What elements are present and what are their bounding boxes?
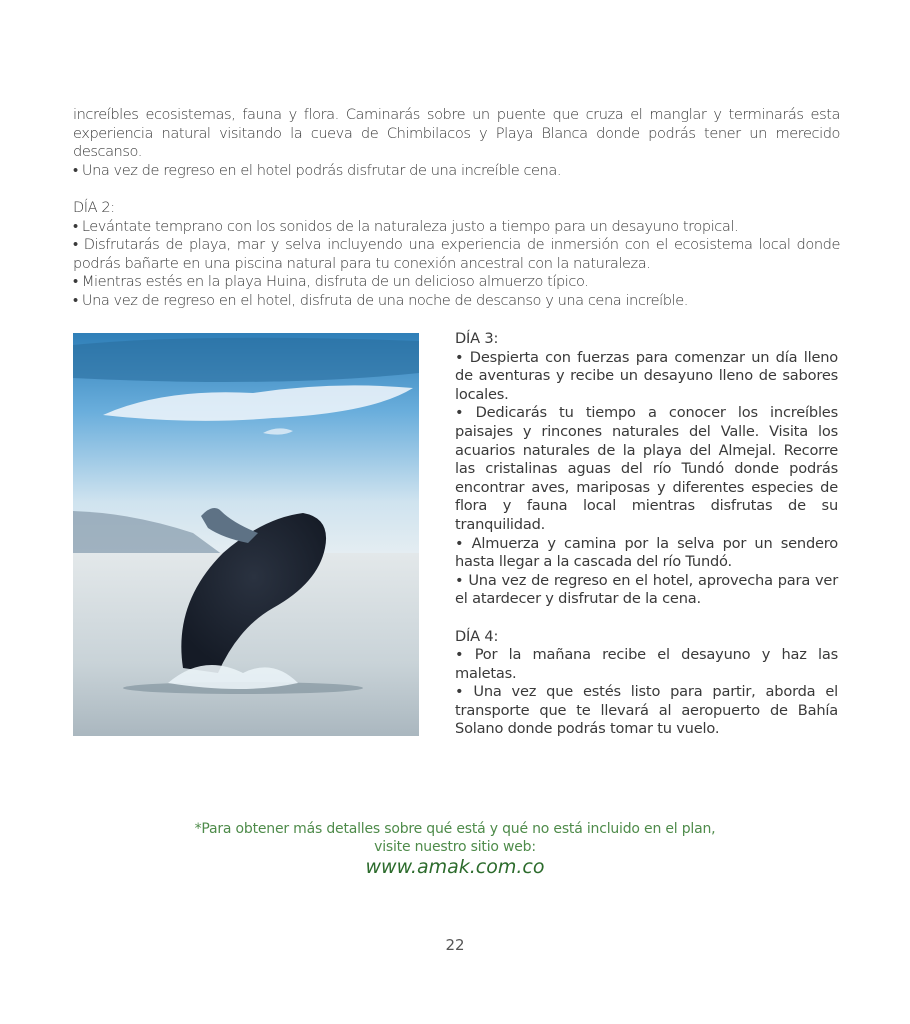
day3-item: • Despierta con fuerzas para comenzar un día lleno de aventuras y recibe un desayuno lleno de sabores locales. [455,348,838,403]
intro-bullet: • Una vez de regreso en el hotel podrás disfrutar de una increíble cena. [73,161,562,179]
day2-item: • Levántate temprano con los sonidos de la naturaleza justo a tiempo para un desayuno tropical. [73,217,739,235]
intro-paragraph: increíbles ecosistemas, fauna y flora. Caminarás sobre un puente que cruza el manglar y terminarás esta experiencia natural visitando la cueva de Chimbilacos y Playa Blanca donde podrás tener un merecido descanso. [73,106,840,161]
whale-breaching-image [73,333,419,736]
website-link[interactable]: www.amak.com.co [365,856,545,878]
day2-item: • Mientras estés en la playa Huina, disfruta de un delicioso almuerzo típico. [73,273,589,291]
day2-item: • Disfrutarás de playa, mar y selva incluyendo una experiencia de inmersión con el ecosistema local donde podrás bañarte en una piscina natural para tu conexión ancestral con la naturaleza. [73,236,840,272]
whale-photo [73,333,419,736]
day2-title: DÍA 2: [73,198,115,216]
day2-item: • Una vez de regreso en el hotel, disfruta de una noche de descanso y una cena increíble. [73,291,688,309]
itinerary-top-section [73,106,840,311]
day4-title: DÍA 4: [455,627,499,645]
day4-item: • Una vez que estés listo para partir, aborda el transporte que te llevará al aeropuerto de Bahía Solano donde podrás tomar tu vuelo. [455,683,838,738]
itinerary-right-section [455,330,838,739]
page-number: 22 [445,936,465,954]
day3-item: • Dedicarás tu tiempo a conocer los increíbles paisajes y rincones naturales del Valle. Visita los acuarios naturales de la playa del Almejal. Recorre las cristalinas aguas del río Tundó donde podrás encontrar aves, mariposas y diferentes especies de flora y fauna local mientras disfrutas de su tranquilidad. [455,404,838,533]
footer-note-line-2: visite nuestro sitio web: [374,839,536,855]
footer-note-line-1: *Para obtener más detalles sobre qué está y qué no está incluido en el plan, [194,821,716,837]
day4-item: • Por la mañana recibe el desayuno y haz las maletas. [455,646,838,682]
day3-title: DÍA 3: [455,330,499,347]
day3-item: • Almuerza y camina por la selva por un sendero hasta llegar a la cascada del río Tundó. [455,534,838,571]
footer-note [100,820,810,856]
day3-item: • Una vez de regreso en el hotel, aprovecha para ver el atardecer y disfrutar de la cena. [455,571,838,608]
